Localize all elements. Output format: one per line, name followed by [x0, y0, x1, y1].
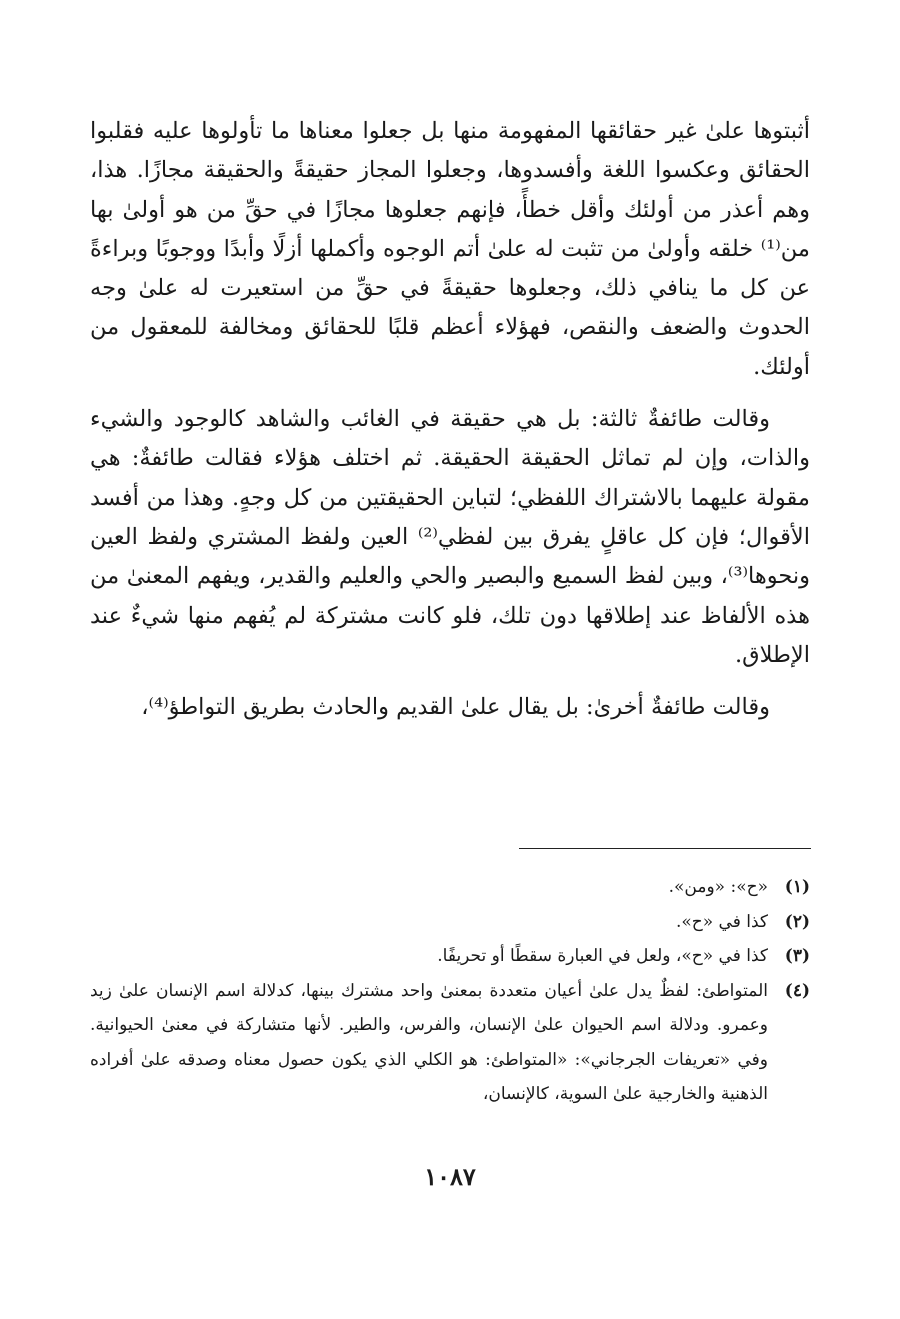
- main-text: [90, 112, 810, 727]
- footnote-4: [90, 974, 810, 1112]
- footnote-text: «ح»: «ومن».: [668, 877, 768, 897]
- footnote-2: [90, 905, 810, 940]
- footnote-text: كذا في «ح».: [675, 911, 768, 932]
- paragraph-1: أثبتوها علىٰ غير حقائقها المفهومة منها بل جعلوا معناها ما تأولوها عليه فقلبوا الحقائق وعكسوا اللغة وأفسدوها، وجعلوا المجاز حقيقةً والحقيقة مجازًا. هذا، وهم أعذر من أولئك وأقل خطأً، فإنهم جعلوها مجازًا في حقِّ من هو أولىٰ بها من⁽¹⁾ خلقه وأولىٰ من تثبت له علىٰ أتم الوجوه وأكملها أزلًا وأبدًا ووجوبًا وبراءةً عن كل ما ينافي ذلك، وجعلوها حقيقةً في حقِّ من استعيرت له علىٰ وجه الحدوث والضعف والنقص، فهؤلاء أعظم قلبًا للحقائق ومخالفة للمعقول من أولئك.: [90, 118, 810, 380]
- footnote-number: (٤): [784, 980, 810, 1001]
- footnote-number: (١): [784, 877, 810, 897]
- page-number: ١٠٨٧: [424, 1162, 476, 1191]
- paragraph-2: وقالت طائفةٌ ثالثة: بل هي حقيقة في الغائب والشاهد كالوجود والشيء والذات، وإن لم تماثل الحقيقة الحقيقة. ثم اختلف هؤلاء فقالت طائفةٌ: هي مقولة عليهما بالاشتراك اللفظي؛ لتباين الحقيقتين من كل وجهٍ. وهذا من أفسد الأقوال؛ فإن كل عاقلٍ يفرق بين لفظي⁽²⁾ العين ولفظ المشتري ولفظ العين ونحوها⁽³⁾، وبين لفظ السميع والبصير والحي والعليم والقدير، ويفهم المعنىٰ من هذه الألفاظ عند إطلاقها دون تلك، فلو كانت مشتركة لم يُفهم منها شيءٌ عند الإطلاق.: [90, 406, 811, 668]
- footnote-text: المتواطئ: لفظٌ يدل علىٰ أعيان متعددة بمعنىٰ واحد مشترك بينها، كدلالة اسم الإنسان علىٰ زيد وعمرو. ودلالة اسم الحيوان علىٰ الإنسان، والفرس، والطير. لأنها متشاركة في معنىٰ الحيوانية. وفي «تعريفات الجرجاني»: «المتواطئ: هو الكلي الذي يكون حصول معناه وصدقه علىٰ أفراده الذهنية والخارجية علىٰ السوية، كالإنسان،: [90, 980, 768, 1104]
- footnote-number: (٢): [784, 911, 810, 932]
- footnote-number: (٣): [784, 946, 810, 966]
- footnotes: [90, 870, 810, 1112]
- footnote-text: كذا في «ح»، ولعل في العبارة سقطًا أو تحريفًا.: [437, 946, 768, 966]
- footnote-1: [90, 870, 810, 905]
- footnote-separator: [519, 848, 811, 849]
- footnote-3: [90, 939, 810, 974]
- paragraph-3: وقالت طائفةٌ أخرىٰ: بل يقال علىٰ القديم والحادث بطريق التواطؤ⁽⁴⁾،: [141, 694, 770, 721]
